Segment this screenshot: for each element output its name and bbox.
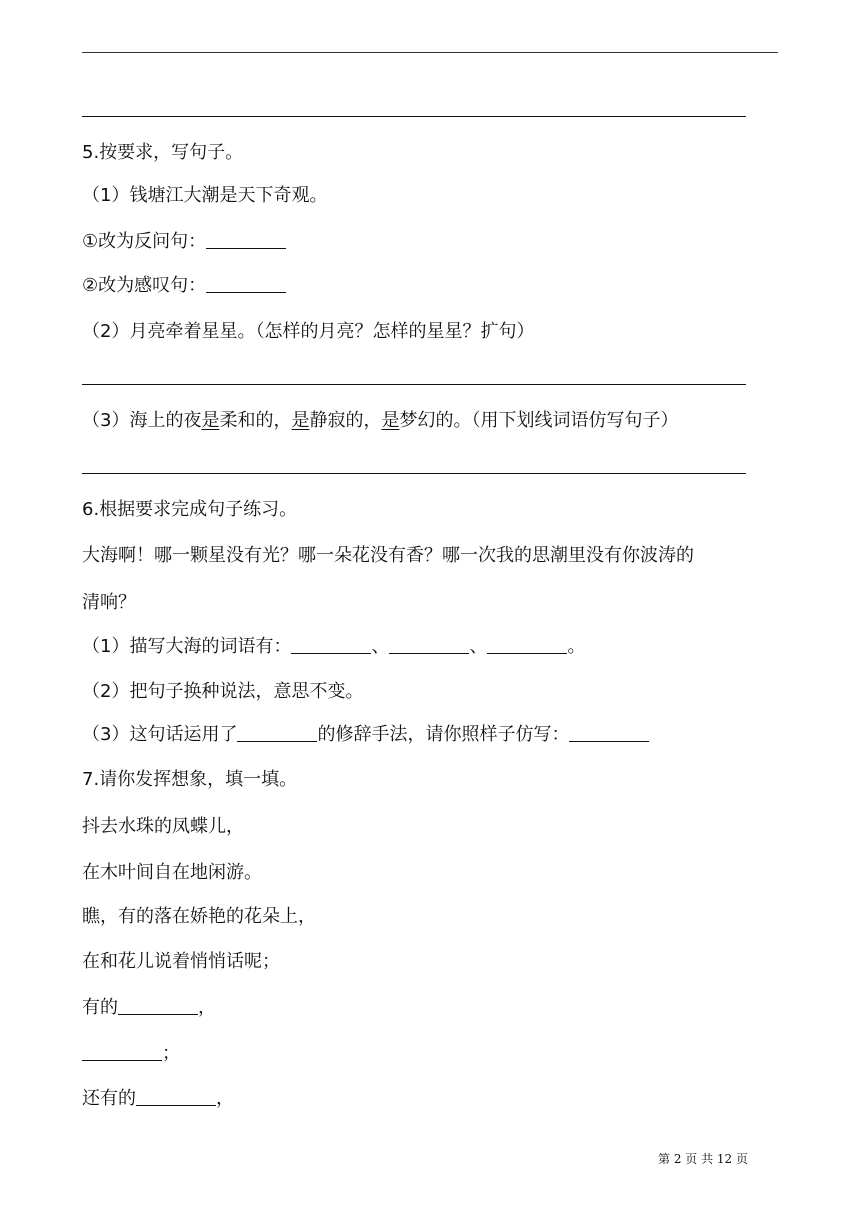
separator: 、: [371, 636, 390, 657]
poem-line-4: 在和花儿说着悄悄话呢；: [82, 951, 280, 972]
fill-blank[interactable]: [206, 230, 286, 249]
question-6-sentence-3: [82, 722, 649, 748]
question-5-title: 5.按要求，写句子。: [82, 142, 244, 163]
fill-blank[interactable]: [487, 635, 567, 654]
punctuation: ；: [162, 1043, 180, 1064]
question-5-sentence-1: （1）钱塘江大潮是天下奇观。: [82, 185, 328, 206]
text-segment: （3）海上的夜: [82, 410, 202, 431]
poem-line-2: 在木叶间自在地闲游。: [82, 862, 262, 883]
text-segment: 梦幻的。（用下划线词语仿写句子）: [399, 410, 679, 431]
poem-line-6: [82, 1041, 180, 1067]
fill-blank[interactable]: [237, 723, 317, 742]
fill-blank[interactable]: [136, 1087, 216, 1106]
answer-line[interactable]: [82, 384, 746, 385]
question-5-item-a: [82, 229, 286, 255]
punctuation: ，: [198, 997, 216, 1018]
question-6-title: 6.根据要求完成句子练习。: [82, 499, 298, 520]
underlined-word: 是: [201, 410, 220, 431]
page-top-rule: [82, 52, 778, 53]
item-b-label: ②改为感叹句：: [82, 275, 207, 296]
fill-blank[interactable]: [206, 274, 286, 293]
question-5-sentence-2: （2）月亮牵着星星。（怎样的月亮？怎样的星星？扩句）: [82, 321, 535, 342]
period: 。: [567, 636, 586, 657]
fill-blank[interactable]: [389, 635, 469, 654]
fill-blank[interactable]: [569, 723, 649, 742]
poem-line-3: 瞧，有的落在娇艳的花朵上，: [82, 906, 316, 927]
separator: 、: [469, 636, 488, 657]
punctuation: ，: [216, 1088, 234, 1109]
underlined-word: 是: [381, 410, 400, 431]
question-5-sentence-3: [82, 408, 678, 434]
text-segment: 还有的: [82, 1088, 136, 1109]
poem-line-5: [82, 995, 216, 1021]
underlined-word: 是: [291, 410, 310, 431]
question-6-sentence-2: （2）把句子换种说法，意思不变。: [82, 681, 364, 702]
text-segment: （1）描写大海的词语有：: [82, 636, 292, 657]
text-segment: 的修辞手法，请你照样子仿写：: [317, 724, 570, 745]
item-a-label: ①改为反问句：: [82, 231, 207, 252]
fill-blank[interactable]: [291, 635, 371, 654]
fill-blank[interactable]: [82, 1042, 162, 1061]
page-number-footer: 第 2 页 共 12 页: [658, 1152, 748, 1166]
answer-line[interactable]: [82, 116, 746, 117]
question-6-passage-line-1: 大海啊！哪一颗星没有光？哪一朵花没有香？哪一次我的思潮里没有你波涛的: [82, 545, 694, 566]
text-segment: 静寂的，: [309, 410, 382, 431]
text-segment: （3）这句话运用了: [82, 724, 238, 745]
question-7-title: 7.请你发挥想象，填一填。: [82, 769, 298, 790]
question-5-item-b: [82, 273, 286, 299]
poem-line-7: [82, 1086, 234, 1112]
answer-line[interactable]: [82, 473, 746, 474]
fill-blank[interactable]: [118, 996, 198, 1015]
question-6-sentence-1: [82, 634, 585, 660]
text-segment: 有的: [82, 997, 118, 1018]
question-6-passage-line-2: 清响？: [82, 592, 136, 613]
poem-line-1: 抖去水珠的凤蝶儿，: [82, 816, 244, 837]
text-segment: 柔和的，: [219, 410, 292, 431]
